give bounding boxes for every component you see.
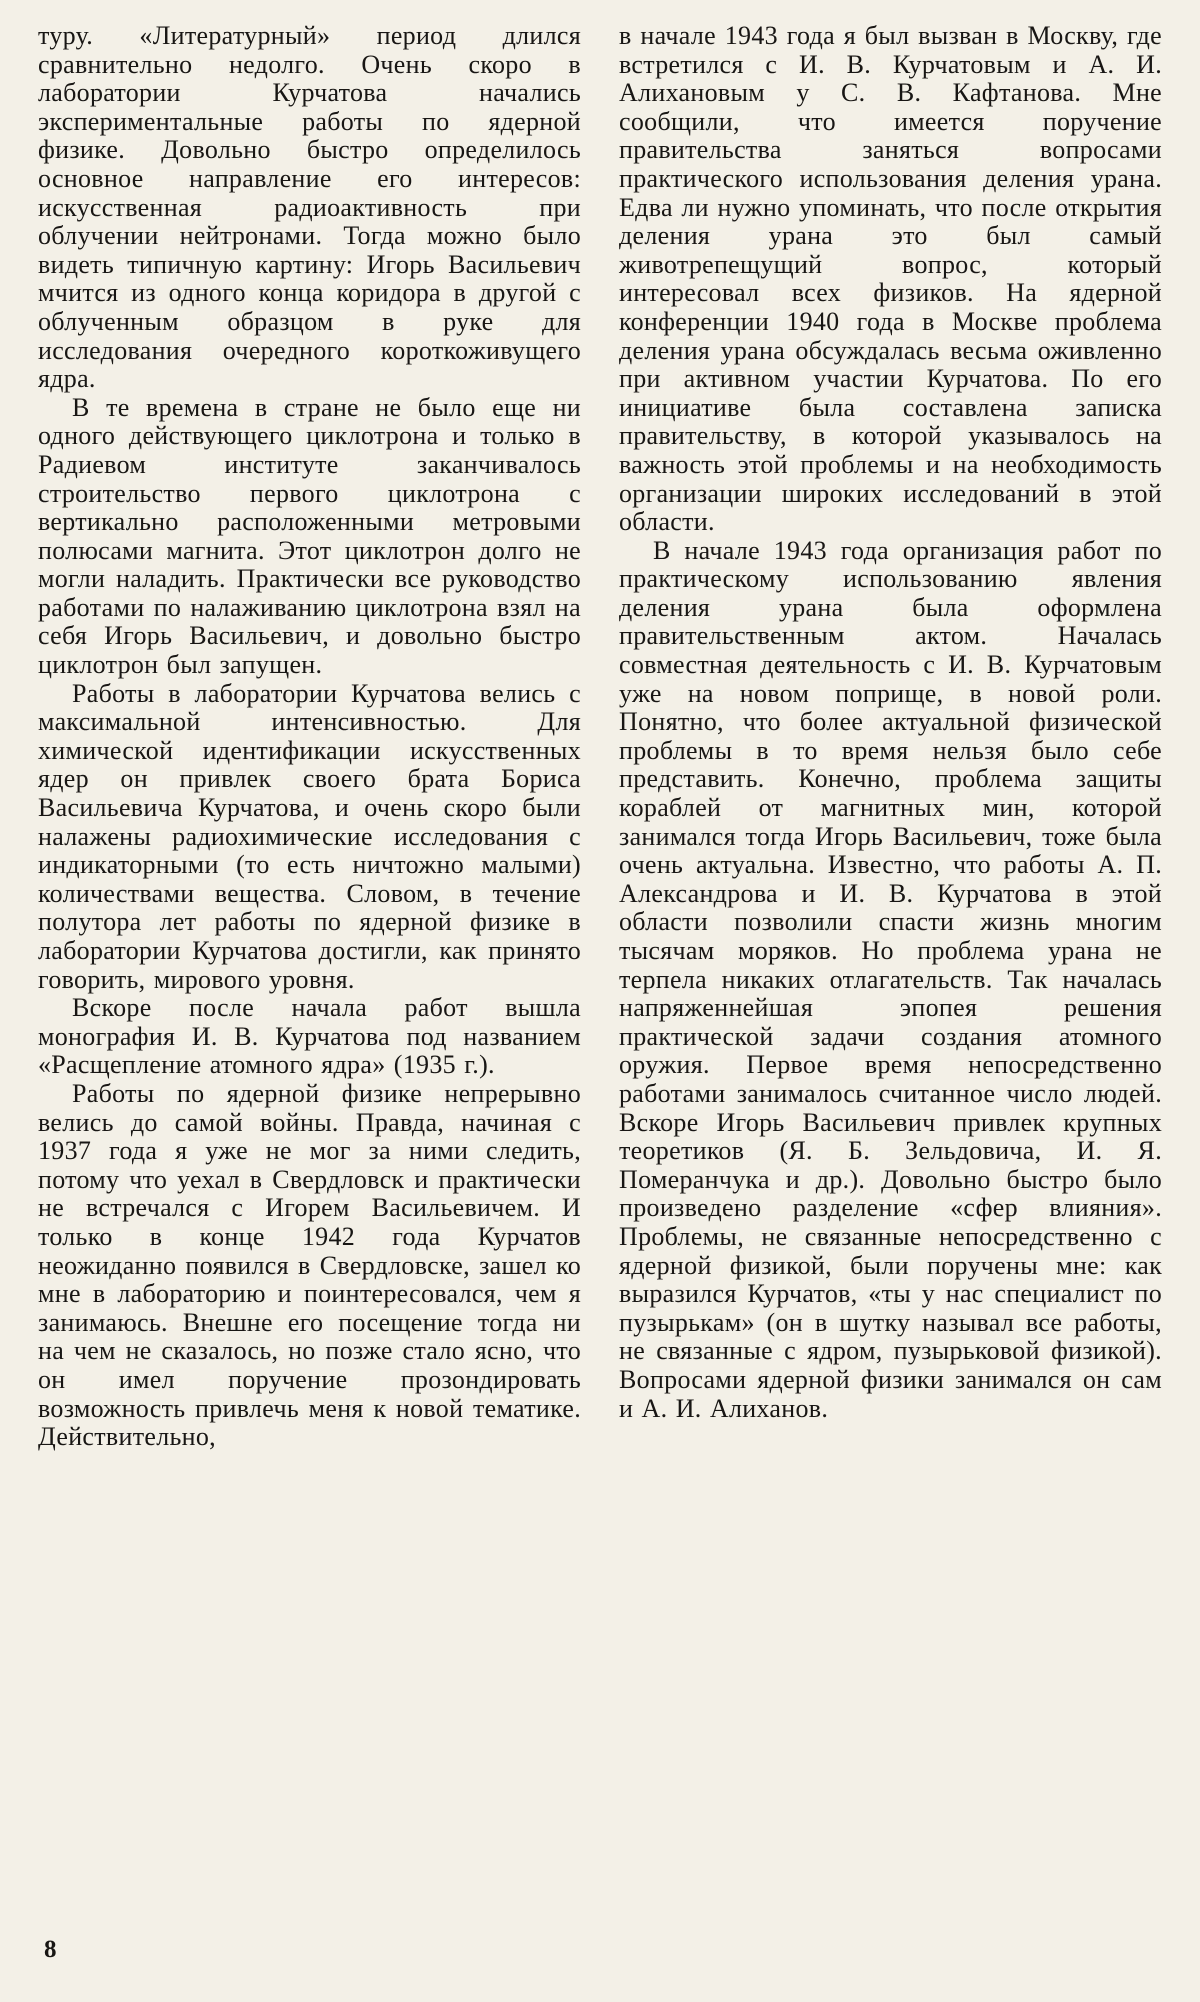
paragraph: туру. «Литературный» период длился сравнительно недолго. Очень скоро в лаборатории Курчатова начались экспериментальные работы по ядерной физике. Довольно быстро определилось основное направление его интересов: искусственная радиоактивность при облучении нейтронами. Тогда можно было видеть типичную картину: Игорь Васильевич мчится из одного конца коридора в другой с облученным образцом в руке для исследования очередного короткоживущего ядра. [38, 21, 581, 394]
paragraph: В те времена в стране не было еще ни одного действующего циклотрона и только в Радиевом институте заканчивалось строительство первого циклотрона с вертикально расположенными метровыми полюсами магнита. Этот циклотрон долго не могли наладить. Практически все руководство работами по налаживанию циклотрона взял на себя Игорь Васильевич, и довольно быстро циклотрон был запущен. [38, 392, 581, 680]
text-columns [38, 22, 1162, 1452]
column-left [38, 22, 581, 1452]
paragraph: Работы в лаборатории Курчатова велись с максимальной интенсивностью. Для химической идентификации искусственных ядер он привлек своего брата Бориса Васильевича Курчатова, и очень скоро были налажены радиохимические исследования с индикаторными (то есть ничтожно малыми) количествами вещества. Словом, в течение полутора лет работы по ядерной физике в лаборатории Курчатова достигли, как принято говорить, мирового уровня. [38, 678, 581, 994]
paragraph: В начале 1943 года организация работ по практическому использованию явления деления урана была оформлена правительственным актом. Началась совместная деятельность с И. В. Курчатовым уже на новом поприще, в новой роли. Понятно, что более актуальной физической проблемы в то время нельзя было себе представить. Конечно, проблема защиты кораблей от магнитных мин, которой занимался тогда Игорь Васильевич, тоже была очень актуальна. Известно, что работы А. П. Александрова и И. В. Курчатова в этой области позволили спасти жизнь многим тысячам моряков. Но проблема урана не терпела никаких отлагательств. Так началась напряженнейшая эпопея решения практической задачи создания атомного оружия. Первое время непосредственно работами занималось считанное число людей. Вскоре Игорь Васильевич привлек крупных теоретиков (Я. Б. Зельдовича, И. Я. Померанчука и др.). Довольно быстро было произведено разделение «сфер влияния». Проблемы, не связанные непосредственно с ядерной физикой, были поручены мне: как выразился Курчатов, «ты у нас специалист по пузырькам» (он в шутку называл все работы, не связанные с ядром, пузырьковой физикой). Вопросами ядерной физики занимался он сам и А. И. Алиханов. [619, 535, 1162, 1423]
page-number: 8 [44, 1936, 57, 1963]
paragraph: Работы по ядерной физике непрерывно велись до самой войны. Правда, начиная с 1937 года я уже не мог за ними следить, потому что уехал в Свердловск и практически не встречался с Игорем Васильевичем. И только в конце 1942 года Курчатов неожиданно появился в Свердловске, зашел ко мне в лабораторию и поинтересовался, чем я занимаюсь. Внешне его посещение тогда ни на чем не сказалось, но позже стало ясно, что он имел поручение прозондировать возможность привлечь меня к новой тематике. Действительно, [38, 1078, 581, 1452]
column-right [619, 22, 1162, 1452]
paragraph: Вскоре после начала работ вышла монография И. В. Курчатова под названием «Расщепление атомного ядра» (1935 г.). [38, 993, 581, 1080]
paragraph: в начале 1943 года я был вызван в Москву, где встретился с И. В. Курчатовым и А. И. Алихановым у С. В. Кафтанова. Мне сообщили, что имеется поручение правительства заняться вопросами практического использования деления урана. Едва ли нужно упоминать, что после открытия деления урана это был самый животрепещущий вопрос, который интересовал всех физиков. На ядерной конференции 1940 года в Москве проблема деления урана обсуждалась весьма оживленно при активном участии Курчатова. По его инициативе была составлена записка правительству, в которой указывалось на важность этой проблемы и на необходимость организации широких исследований в этой области. [619, 21, 1162, 537]
